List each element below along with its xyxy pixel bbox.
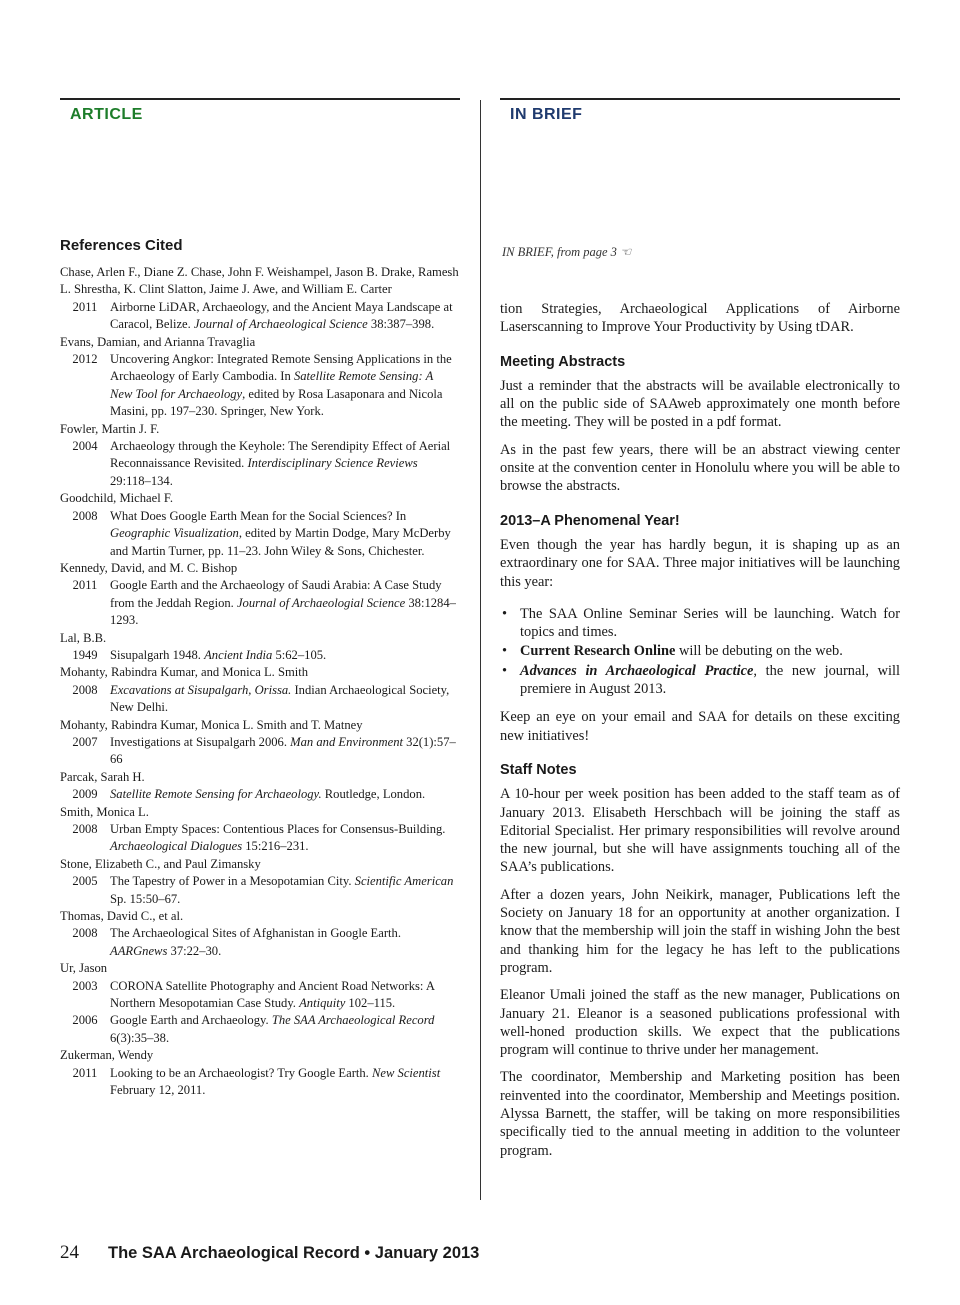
reference-details: , edited by Martin Dodge, Mary McDerby and Martin Turner, pp. 11–23. John Wiley & Sons, Chichester. [110, 526, 451, 558]
reference-entry [60, 925, 460, 960]
intro-paragraph: tion Strategies, Archaeological Applications of Airborne Laserscanning to Improve Your Productivity by Using tDAR. [500, 301, 900, 336]
reference-author: Thomas, David C., et al. [60, 909, 184, 924]
reference-year: 2005 [72, 874, 98, 889]
reference-details: 32(1):57–66 [110, 734, 456, 767]
initiatives-list [500, 605, 900, 698]
reference-text [110, 577, 460, 629]
staff-paragraph-1: A 10-hour per week position has been added to the staff team as of January 2013. Elisabeth Herschbach will be joining the staff as Editorial Specialist. Her primary responsibilities will revolve around the new journal, but she will have assignments touching all of the SAA’s publications. [500, 786, 900, 876]
reference-text [110, 734, 460, 769]
reference-text [110, 978, 460, 1013]
reference-entry [60, 734, 460, 769]
reference-details: 5:62–105. [272, 647, 327, 662]
reference-author: Mohanty, Rabindra Kumar, Monica L. Smith and T. Matney [60, 717, 363, 732]
staff-paragraph-4: The coordinator, Membership and Marketing position has been reinvented into the coordinator, Membership and Meetings position. Alyssa Barnett, the staffer, will be taking on more responsibilities specifically tied to the annual meeting in addition to the volunteer program. [500, 1069, 900, 1159]
header-rule-left [60, 98, 460, 100]
reference-entry [60, 438, 460, 490]
reference-year: 1949 [72, 647, 98, 662]
reference-entry [60, 577, 460, 629]
reference-year: 2011 [72, 1065, 98, 1080]
reference-author: Zukerman, Wendy [60, 1048, 154, 1063]
reference-details: 102–115. [345, 996, 396, 1011]
references-list [60, 264, 460, 1100]
reference-title: Google Earth and the Archaeology of Saudi Arabia: A Case Study from the Jeddah Region. [110, 578, 442, 610]
reference-author: Ur, Jason [60, 961, 108, 976]
bullet-text: , the new journal, will premiere in August 2013. [520, 662, 900, 698]
reference-text [110, 786, 460, 803]
reference-year: 2008 [72, 682, 98, 697]
reference-title: CORONA Satellite Photography and Ancient Road Networks: A Northern Mesopotamian Case Study. [110, 978, 435, 1011]
reference-source: Excavations at Sisupalgarh, Orissa. [110, 682, 292, 697]
reference-title: Urban Empty Spaces: Contentious Places for Consensus-Building. [110, 822, 446, 836]
phenomenal-year-heading: 2013–A Phenomenal Year! [500, 512, 680, 529]
page-number: 24 [60, 1242, 79, 1263]
reference-title: Archaeology through the Keyhole: The Serendipity Effect of Aerial Reconnaissance Revisited. [110, 439, 451, 471]
magazine-title: The SAA Archaeological Record • January 2013 [108, 1244, 480, 1262]
reference-entry [60, 299, 460, 334]
reference-source: Geographic Visualization [110, 526, 239, 541]
references-heading: References Cited [60, 237, 183, 254]
list-item [500, 662, 900, 699]
reference-text [110, 925, 460, 960]
staff-paragraph-3: Eleanor Umali joined the staff as the new manager, Publications on January 21. Eleanor is a seasoned publications professional with well-honed production skills. We expect that the publications program will continue to thrive under her management. [500, 987, 900, 1059]
reference-source: New Scientist [371, 1065, 441, 1080]
reference-author: Mohanty, Rabindra Kumar, and Monica L. Smith [60, 665, 309, 680]
reference-year: 2006 [72, 1013, 98, 1028]
reference-source: AARGnews [110, 943, 168, 958]
reference-title: The Tapestry of Power in a Mesopotamian City. [110, 874, 355, 889]
reference-details: February 12, 2011. [110, 1083, 206, 1098]
reference-text [110, 873, 460, 908]
reference-text [110, 647, 460, 664]
reference-details: 38:387–398. [367, 317, 435, 332]
list-item [500, 605, 900, 642]
reference-entry [60, 647, 460, 664]
reference-source: Man and Environment [290, 734, 403, 749]
reference-year: 2008 [72, 508, 98, 523]
reference-text [110, 821, 460, 856]
reference-details: 38:1284–1293. [110, 595, 456, 628]
reference-entry [60, 351, 460, 421]
bullet-text: The SAA Online Seminar Series will be launching. Watch for topics and times. [520, 605, 900, 641]
reference-text [110, 299, 460, 334]
reference-text [110, 438, 460, 490]
section-label-in-brief: IN BRIEF [510, 106, 583, 123]
meeting-paragraph-1: Just a reminder that the abstracts will be available electronically to all on the public side of SAAweb approximately one month before the meeting. They will be posted in a pdf format. [500, 377, 900, 431]
section-label-article: ARTICLE [70, 106, 143, 123]
reference-year: 2011 [72, 299, 98, 314]
reference-details: , edited by Rosa Lasaponara and Nicola Masini, pp. 197–230. Springer, New York. [110, 386, 443, 419]
reference-author: Fowler, Martin J. F. [60, 421, 160, 436]
reference-entry [60, 1065, 460, 1100]
reference-details: Indian Archaeological Society, New Delhi. [110, 682, 450, 715]
staff-notes-heading: Staff Notes [500, 761, 577, 778]
reference-year: 2009 [72, 787, 98, 802]
reference-author: Goodchild, Michael F. [60, 491, 174, 506]
reference-title: Looking to be an Archaeologist? Try Google Earth. [110, 1065, 372, 1080]
meeting-abstracts-heading: Meeting Abstracts [500, 353, 626, 370]
reference-source: Interdisciplinary Science Reviews [247, 456, 418, 471]
reference-author: Chase, Arlen F., Diane Z. Chase, John F. Weishampel, Jason B. Drake, Ramesh L. Shrestha, K. Clint Slatton, Jaime J. Awe, and William E. Carter [60, 265, 459, 297]
reference-source: Journal of Archaeological Science [193, 317, 368, 332]
in-brief-column [500, 300, 900, 1169]
reference-author: Stone, Elizabeth C., and Paul Zimansky [60, 856, 261, 871]
reference-author: Parcak, Sarah H. [60, 769, 145, 784]
reference-year: 2011 [72, 578, 98, 593]
continued-from-label: IN BRIEF, from page 3 ☜ [502, 245, 632, 259]
reference-title: The Archaeological Sites of Afghanistan in Google Earth. [110, 926, 401, 941]
reference-details: 6(3):35–38. [110, 1030, 170, 1045]
reference-title: Airborne LiDAR, Archaeology, and the Ancient Maya Landscape at Caracol, Belize. [110, 299, 453, 332]
header-rule-right [500, 98, 900, 100]
reference-source: Antiquity [299, 996, 346, 1011]
reference-year: 2008 [72, 822, 98, 836]
reference-entry [60, 978, 460, 1013]
reference-details: 29:118–134. [110, 473, 173, 488]
page-footer [60, 1242, 479, 1264]
reference-title: What Does Google Earth Mean for the Social Sciences? In [110, 508, 407, 523]
reference-text [110, 508, 460, 560]
reference-entry [60, 682, 460, 717]
reference-details: 15:216–231. [242, 839, 309, 854]
reference-source: Scientific American [354, 874, 454, 889]
reference-author: Smith, Monica L. [60, 804, 149, 819]
reference-text [110, 682, 460, 717]
year-paragraph-1: Even though the year has hardly begun, it is shaping up as an extraordinary one for SAA. Three major initiatives will be launching this year: [500, 536, 900, 590]
reference-source: Satellite Remote Sensing: A New Tool for Archaeology [110, 369, 434, 401]
reference-entry [60, 1012, 460, 1047]
reference-author: Lal, B.B. [60, 630, 107, 645]
bullet-italic-text: Advances in Archaeological Practice [520, 662, 754, 679]
reference-title: Investigations at Sisupalgarh 2006. [110, 734, 291, 749]
list-item [500, 642, 900, 660]
reference-year: 2004 [72, 439, 98, 454]
reference-details: Routledge, London. [321, 787, 426, 802]
reference-source: Satellite Remote Sensing for Archaeology. [110, 787, 322, 802]
reference-source: Journal of Archaeologial Science [236, 595, 406, 610]
reference-source: Ancient India [204, 647, 273, 662]
reference-author: Kennedy, David, and M. C. Bishop [60, 560, 238, 575]
reference-text [110, 1012, 460, 1047]
reference-year: 2012 [72, 352, 98, 367]
reference-source: The SAA Archaeological Record [271, 1013, 435, 1028]
reference-entry [60, 508, 460, 560]
reference-entry [60, 873, 460, 908]
reference-text [110, 351, 460, 421]
column-divider [480, 100, 481, 1200]
reference-text [110, 1065, 460, 1100]
reference-author: Evans, Damian, and Arianna Travaglia [60, 334, 256, 349]
reference-entry [60, 786, 460, 803]
reference-title: Uncovering Angkor: Integrated Remote Sensing Applications in the Archaeology of Early Cambodia. In [110, 352, 452, 384]
reference-entry [60, 821, 460, 856]
reference-year: 2007 [72, 734, 98, 749]
bullet-text: will be debuting on the web. [675, 643, 843, 660]
reference-year: 2008 [72, 926, 98, 941]
reference-title: Sisupalgarh 1948. [110, 647, 205, 662]
reference-details: Sp. 15:50–67. [110, 891, 181, 906]
year-paragraph-2: Keep an eye on your email and SAA for details on these exciting new initiatives! [500, 709, 900, 744]
reference-year: 2003 [72, 978, 98, 993]
reference-title: Google Earth and Archaeology. [110, 1013, 272, 1028]
reference-source: Archaeological Dialogues [110, 839, 243, 854]
meeting-paragraph-2: As in the past few years, there will be an abstract viewing center onsite at the convention center in Honolulu where you will be able to browse the abstracts. [500, 441, 900, 495]
staff-paragraph-2: After a dozen years, John Neikirk, manager, Publications left the Society on January 18 for an opportunity at another organization. I know that the membership will join the staff in wishing John the best and thanking him for the legacy he has left to the publications program. [500, 886, 900, 976]
reference-details: 37:22–30. [167, 943, 222, 958]
bullet-bold-text: Current Research Online [520, 643, 676, 660]
